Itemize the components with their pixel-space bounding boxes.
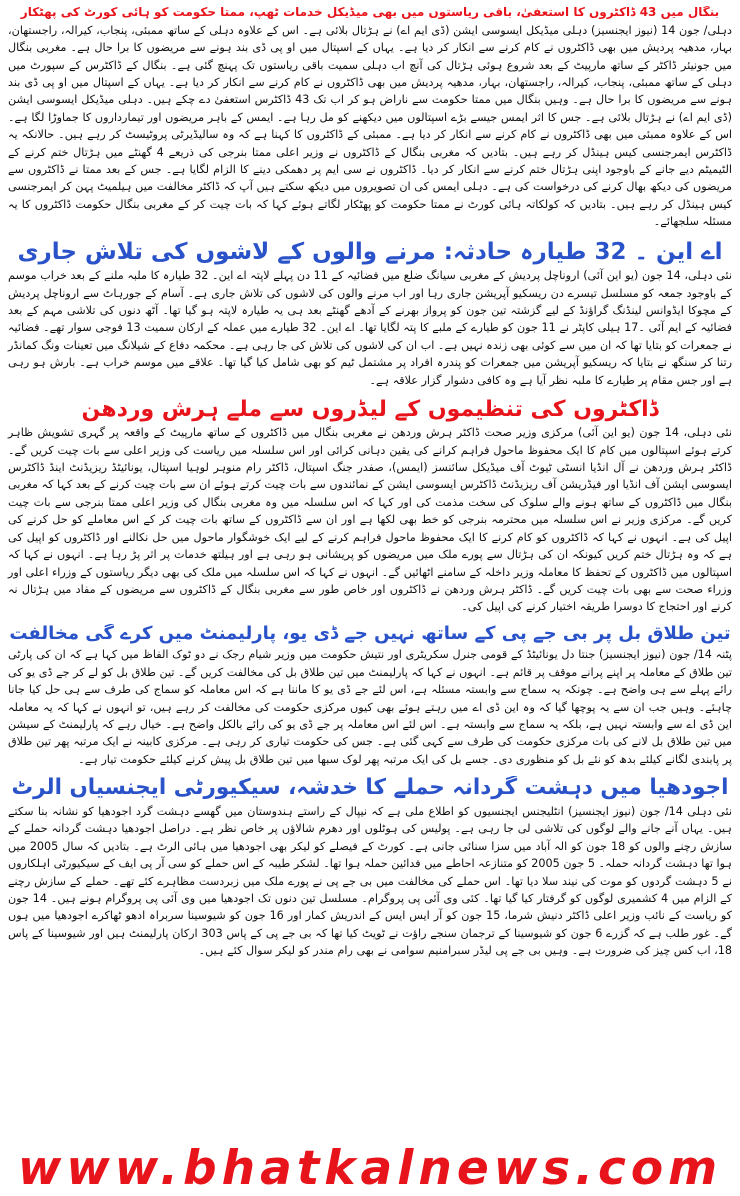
article-text: پٹنہ 14/ جون (نیوز ایجنسیز) جنتا دل یونائیٹڈ کے قومی جنرل سکریٹری اور نتیش حکومت میں وزیر شیام رجک نے دو ٹوک الفاظ میں کہا ہے کہ ان کی پارٹی تین طلاق کے معاملہ پر اپنے پرانے موقف پر قائم ہے۔ انہوں نے کہا کہ پارلیمنٹ میں تین طلاق بل کی مخالفت کریں گے۔ تین طلاق بل کو لے کر جے ڈی یو کی رائے پہلے سے ہی واضح ہے۔ چونکہ یہ سماج سے وابستہ مسئلہ ہے، اس لئے جے ڈی یو کا ماننا ہے کہ اس معاملہ کو سماج کی طرف سے ہی حل کیا جانا چاہئے۔ وہیں جب ان سے یہ پوچھا گیا کہ وہ این ڈی اے میں رہتے ہوئے بھی کیوں مرکزی حکومت کی مخالفت کر رہے ہیں، تو انہوں نے کہا کہ یہ معاملہ این ڈی اے سے وابستہ نہیں ہے، بلکہ یہ سماج سے وابستہ ہے۔ اس لئے اس معاملہ پر جے ڈی یو کی رائے بالکل واضح ہے۔ خیال رہے کہ پارلیمنٹ کے سیشن میں تین طلاق بل لانے کی بات مرکزی حکومت کی طرف سے کہی گئی ہے۔ جس کی حکومت تیاری کر رہی ہے۔ مرکزی کابینہ نے ایک مرتبہ پھر تین طلاق پر پابندی لگانے کیلئے بدھ کو نئے بل کو منظوری دی۔ جسے بل کی ایک مرتبہ پھر لوک سبھا میں تین طلاق بل پیش کرنے کیلئے حکومت تیار ہے۔: [8, 648, 732, 766]
story-bengal-doctors: [8, 6, 732, 231]
article-text: نئی دہلی، 14 جون (یو این آئی) اروناچل پردیش کے مغربی سیانگ ضلع میں فضائیہ کے 11 دن پہلے لاپتہ اے این۔ 32 طیارہ کا ملبہ ملنے کے بعد خراب موسم کے باوجود جمعہ کو مسلسل تیسرے دن ریسکیو آپریشن جاری رہا اور اب مرنے والوں کی لاشوں کی تلاش جاری ہے۔ آسام کے جورہاٹ سے اروناچل پردیش کے مچوکا ایڈوانس لینڈنگ گراؤنڈ کے لیے گزشتہ تین جون کو پرواز بھرنے کے آدھے گھنٹے بعد ہی یہ طیارہ لاپتہ ہو گیا تھا۔ آٹھ دنوں کی تلاشی مہم کے بعد فضائیہ کے ایم آئی ۔17 ہیلی کاپٹر نے 11 جون کو طیارے کے ملبے کا پتہ لگایا تھا۔ اے این۔ 32 طیارے میں عملہ کے ارکان سمیت 13 فوجی سوار تھے۔ فضائیہ نے جمعرات کو بتایا تھا کہ ان میں سے کوئی بھی زندہ نہیں ہے۔ اب ان کی لاشوں کی تلاش کی جا رہی ہے۔ محکمہ دفاع کے شیلانگ میں تعینات ونگ کمانڈر رتنا کر سنگھ نے بتایا کہ ریسکیو آپریشن میں جمعرات کو پندرہ افراد پر مشتمل ٹیم کو بھی شامل کیا گیا تھا۔ علاقے میں موسم خراب ہے۔ بارش ہو رہی ہے اور جس مقام پر طیارے کا ملبہ نظر آیا ہے وہ کافی دشوار گزار علاقہ ہے۔: [8, 269, 732, 387]
footer-banner: [0, 1140, 740, 1196]
article-text: دہلی/ جون 14 (نیوز ایجنسیز) دہلی میڈیکل ایسوسی ایشن (ڈی ایم اے) نے ہڑتال بلائی ہے۔ اس کے علاوہ دہلی کے ساتھ ممبئی، پنجاب، کیرالہ، راجستھان، بہار، مدھیہ پردیش میں بھی ڈاکٹروں نے کام کرنے سے انکار کر دیا ہے۔ یہاں کے اسپتال میں او پی ڈی بند ہونے سے مریضوں کا برا حال ہے۔ مغربی بنگال میں جونیئر ڈاکٹر کے ساتھ مارپیٹ کے بعد شروع ہوئی ہڑتال کی آنچ اب دہلی سمیت باقی ریاستوں تک پہنچ گئی ہے۔ بنگال کے ڈاکٹرس کے سپورٹ میں دہلی کے ساتھ ممبئی، پنجاب، کیرالہ، راجستھان، بہار، مدھیہ پردیش میں بھی ڈاکٹروں نے کام کرنے سے انکار کر دیا ہے۔ یہاں کے اسپتال میں او پی ڈی بند ہونے سے مریضوں کا برا حال ہے۔ وہیں بنگال میں ممتا حکومت سے ناراض ہو کر اب تک 43 ڈاکٹرس استعفیٰ دے چکے ہیں۔ دہلی میڈیکل ایسوسی ایشن (ڈی ایم اے) نے ہڑتال بلائی ہے۔ جس کا اثر ایمس جیسے بڑے اسپتالوں میں دیکھنے کو مل رہا ہے۔ ایمس کے باہر مریضوں اور تیمارداروں کا جماوڑا لگا ہے۔ اس کے علاوہ ممبئی میں بھی ڈاکٹروں نے کام کرنے سے انکار کر دیا ہے۔ ممبئی کے ڈاکٹروں کا کہنا ہے کہ وہ سالیڈیرٹی پروٹیسٹ کر رہے ہیں۔ حالانکہ یہ ڈاکٹرس ایمرجنسی کیس ہینڈل کر رہے ہیں۔ بتادیں کہ مغربی بنگال کے ڈاکٹروں نے وزیر اعلی ممتا بنرجی کی ذریعے 4 گھنٹے میں ہڑتال ختم کرنے کے الٹیمیٹم دیے جانے کے باوجود اپنی ہڑتال ختم کرنے سے انکار کر دیا۔ ڈاکٹروں نے سی ایم پر دھمکی دینے کا الزام لگایا ہے۔ جس کے بعد ممتا نے ڈاکٹروں سے مریضوں کی دیکھ بھال کرنے کی درخواست کی ہے۔ دہلی ایمس کی ان تصویروں میں دیکھ سکتے ہیں آپ کہ ڈاکٹر مخالفت میں ہیلمیٹ پہن کر ایمرجنسی کیس ہینڈل کر رہے ہیں۔ بتادیں کہ کولکاتہ ہائی کورٹ نے ممتا حکومت کو پھٹکار لگاتے ہوئے کہا کہ بات چیت کر کے مغربی بنگال حکومت ڈاکٹروں کا یہ مسئلہ سلجھائے۔: [8, 23, 733, 229]
headline-ayodhya-alert: اجودھیا میں دہشت گردانہ حملے کا خدشہ، سیکیورٹی ایجنسیاں الرٹ: [11, 776, 729, 801]
headline-bengal-doctors: بنگال میں 43 ڈاکٹروں کا استعفیٰ، باقی ریاستوں میں بھی میڈیکل خدمات ٹھپ، ممتا حکومت کو ہائی کورٹ کی پھٹکار: [20, 6, 720, 19]
story-harsh-vardhan: [8, 397, 732, 616]
article-text: نئی دہلی 14/ جون (نیوز ایجنسیز) انٹلیجنس ایجنسیوں کو اطلاع ملی ہے کہ نیپال کے راستے ہندوستان میں گھسے دہشت گرد اجودھیا کو نشانہ بنا سکتے ہیں۔ یہاں آنے جانے والے لوگوں کی تلاشی لی جا رہی ہے۔ پولیس کی ہوٹلوں اور دھرم شالاؤں پر خاص نظر ہے۔ دراصل اجودھیا دہشت گردانہ حملے کے سازش رچنے والوں کو 18 جون کو الہ آباد میں سزا سنائی جانی ہے۔ کورٹ کے فیصلے کو لیکر بھی اجودھیا میں ہائی الرٹ ہے۔ بتادیں کہ سال 2005 میں ہوا تھا دہشت گردانہ حملہ۔ 5 جون 2005 کو متنازعہ احاطے میں فدائین حملہ ہوا تھا۔ لشکر طیبہ کے اس حملے کو سی آر پی ایف کے سیکیورٹی اہلکاروں نے 5 دہشت گردوں کو موت کی نیند سلا دیا تھا۔ اس حملے کی مخالفت میں بی جے پی نے پورے ملک میں زبردست مظاہرے کئے تھے۔ حملے کے سازش رچنے کے الزام میں 4 کشمیری لوگوں کو گرفتار کیا گیا تھا۔ کئی وی آئی پی پروگرام۔ مسلسل تین دنوں تک اجودھیا میں وی آئی پی پروگرام ہونے ہیں۔ 14 جون کو ریاست کے نائب وزیر اعلی ڈاکٹر دنیش شرما، 15 جون کو آر ایس ایس کے اندریش کمار اور 16 جون کو شیوسینا سربراہ ادھو ٹھاکرے اجودھیا میں ہوں گے۔ غور طلب ہے کہ گزرے 6 جون کو شیوسینا کے ترجمان سنجے راؤت نے ٹویٹ کیا تھا کہ بی جے پی کے پاس 303 ارکان پارلیمنٹ ہیں اور شیوسینا کے پاس 18، اب کس چیز کی ضرورت ہے۔ وہیں بی جے پی لیڈر سبرامنیم سوامی نے بھی رام مندر کو لیکر سوال کئے ہیں۔: [8, 804, 733, 958]
article-bengal-doctors: [8, 22, 732, 231]
article-ayodhya-alert: [8, 803, 732, 960]
headline-an32-crash: اے این ۔ 32 طیارہ حادثہ: مرنے والوں کے لاشوں کی تلاش جاری: [17, 238, 723, 265]
article-an32-crash: [8, 267, 732, 389]
headline-harsh-vardhan: ڈاکٹروں کی تنظیموں کے لیڈروں سے ملے ہرش وردھن: [81, 396, 659, 422]
article-text: نئی دہلی، 14 جون (یو این آئی) مرکزی وزیر صحت ڈاکٹر ہرش وردھن نے مغربی بنگال میں ڈاکٹروں کے ساتھ مارپیٹ کے واقعہ پر گہری تشویش ظاہر کرتے ہوئے اسپتالوں میں کام کا ایک محفوظ ماحول فراہم کرانے کی یقین دہانی کرائی اور اس سلسلہ میں ریاست کی وزیر اعلی سے بات چیت کریں گے۔ ڈاکٹر ہرش وردھن نے آل انڈیا انسٹی ٹیوٹ آف میڈیکل سائنسز (ایمس)، صفدر جنگ اسپتال، ڈاکٹر رام منوہر لوہیا اسپتال، یونائیٹڈ ریزیڈنٹ اینڈ ڈاکٹرس ایسوسی ایشن آف انڈیا اور فیڈریشن آف ریزیڈنٹ ڈاکٹرس ایسوسی ایشن کے نمائندوں سے بات چیت کرتے ہوئے ان سے بات چیت کرنے کے بعد کہا کہ مغربی بنگال میں ڈاکٹروں کے ساتھ ہونے والے سلوک کی سخت مذمت کی اور کہا کہ اس سلسلہ میں وہ مغربی بنگال کی وزیر اعلی ممتا بنرجی سے بات چیت کریں گے۔ مرکزی وزیر نے اس سلسلہ میں محترمہ بنرجی کو خط بھی لکھا ہے اور ان سے ڈاکٹروں کے ساتھ بات چیت کر کے اس معاملے کو حل کرنے کی اپیل کی ہے۔ انہوں نے کہا کہ ڈاکٹروں کو کام کرنے کا ایک محفوظ ماحول فراہم کرنے کے لیے ایک خوشگوار ماحول میں حل نکالنے اور ڈاکٹروں کو اپیل کی ہے کہ وہ ہڑتال ختم کریں کیونکہ ان کی ہڑتال سے پورے ملک میں مریضوں کو پریشانی ہو رہی ہے اور ہیلتھ خدمات پر اثر پڑ رہا ہے۔ انہوں نے کہا کہ اسپتالوں میں ڈاکٹروں کے تحفظ کا معاملہ وزیر داخلہ کے سامنے اٹھائیں گے۔ انہوں نے کہا کہ اس سلسلہ میں ملک کی بھی دیگر ریاستوں کے وزراء اعلی اور وزراء صحت سے بھی بات چیت کریں گے۔ ڈاکٹر ہرش وردھن نے ڈاکٹروں اور خاص طور سے مغربی بنگال کے ڈاکٹروں سے مریضوں کے مفاد میں ہڑتال نہ کرنے اور احتجاج کا دوسرا طریقہ اختیار کرنے کی اپیل کی۔: [8, 426, 732, 614]
article-triple-talaq: [8, 646, 732, 768]
article-harsh-vardhan: [8, 424, 732, 615]
headline-triple-talaq: تین طلاق بل پر بی جے پی کے ساتھ نہیں جے ڈی یو، پارلیمنٹ میں کرے گی مخالفت: [9, 623, 731, 644]
story-ayodhya-alert: [8, 776, 732, 959]
story-triple-talaq: [8, 624, 732, 769]
site-watermark: www.bhatkalnews.com: [17, 1140, 723, 1196]
story-an32-crash: [8, 239, 732, 389]
